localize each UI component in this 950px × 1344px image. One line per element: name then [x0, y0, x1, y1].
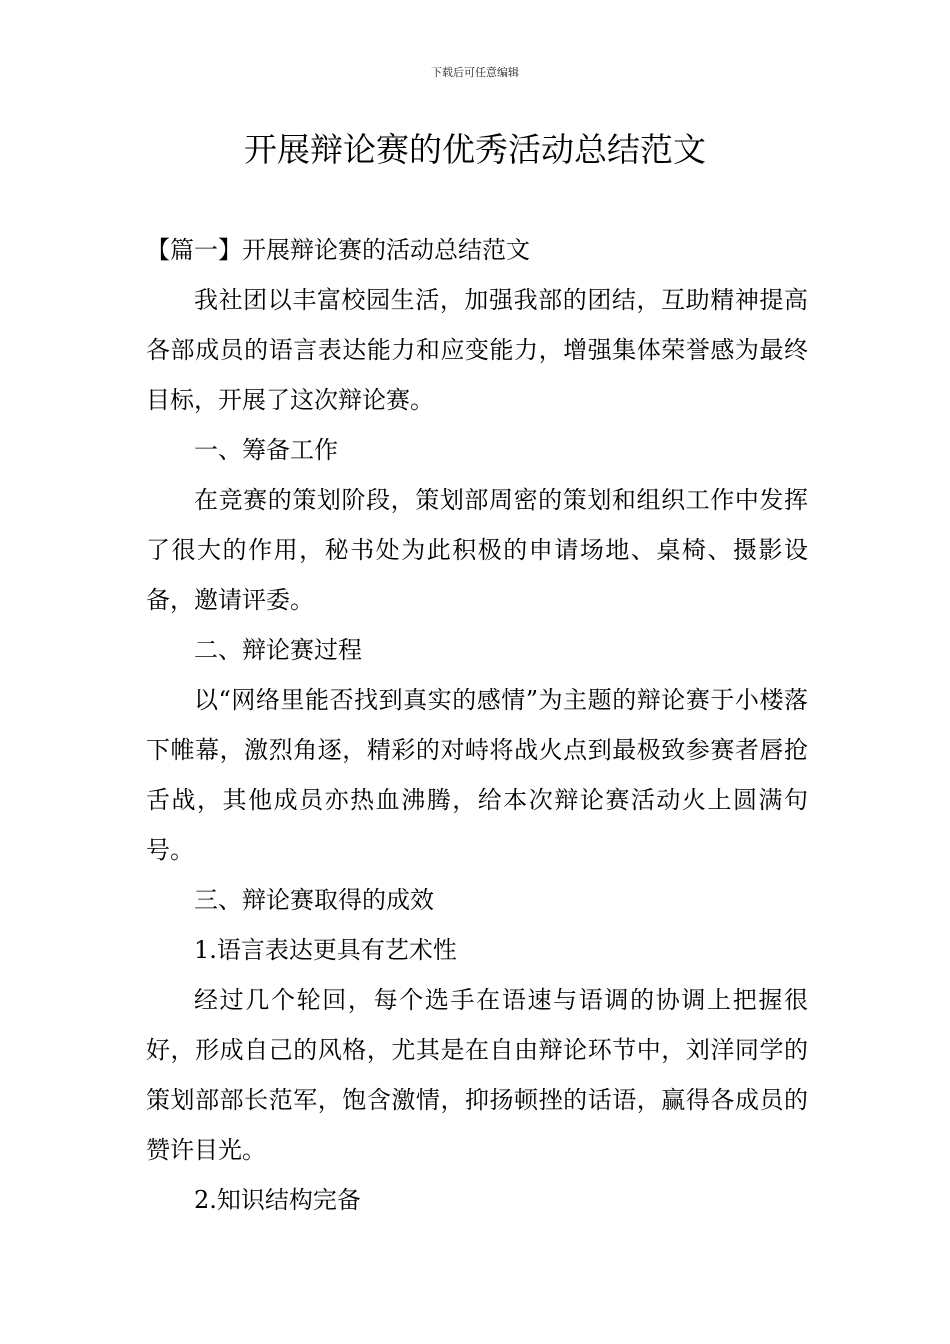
- header-note: 下载后可任意编辑: [431, 66, 519, 79]
- paragraph: 我社团以丰富校园生活，加强我部的团结，互助精神提高各部成员的语言表达能力和应变能力，增强集体荣誉感为最终目标，开展了这次辩论赛。: [146, 286, 808, 414]
- section-heading: 二、辩论赛过程: [194, 636, 362, 664]
- paragraph: 经过几个轮回，每个选手在语速与语调的协调上把握很好，形成自己的风格，尤其是在自由辩论环节中，刘洋同学的策划部部长范军，饱含激情，抑扬顿挫的话语，赢得各成员的赞许目光。: [146, 986, 808, 1164]
- document-title: 开展辩论赛的优秀活动总结范文: [244, 130, 706, 169]
- document-body: [146, 225, 808, 1225]
- section-heading: 一、筹备工作: [194, 436, 338, 464]
- section-subtitle: 【篇一】开展辩论赛的活动总结范文: [146, 236, 530, 264]
- subsection-heading: 2.知识结构完备: [194, 1186, 361, 1214]
- section-heading: 三、辩论赛取得的成效: [194, 886, 434, 914]
- paragraph: 在竞赛的策划阶段，策划部周密的策划和组织工作中发挥了很大的作用，秘书处为此积极的申请场地、桌椅、摄影设备，邀请评委。: [146, 486, 808, 614]
- subsection-heading: 1.语言表达更具有艺术性: [194, 936, 457, 964]
- paragraph: 以“网络里能否找到真实的感情”为主题的辩论赛于小楼落下帷幕，激烈角逐，精彩的对峙将战火点到最极致参赛者唇抢舌战，其他成员亦热血沸腾，给本次辩论赛活动火上圆满句号。: [146, 686, 808, 864]
